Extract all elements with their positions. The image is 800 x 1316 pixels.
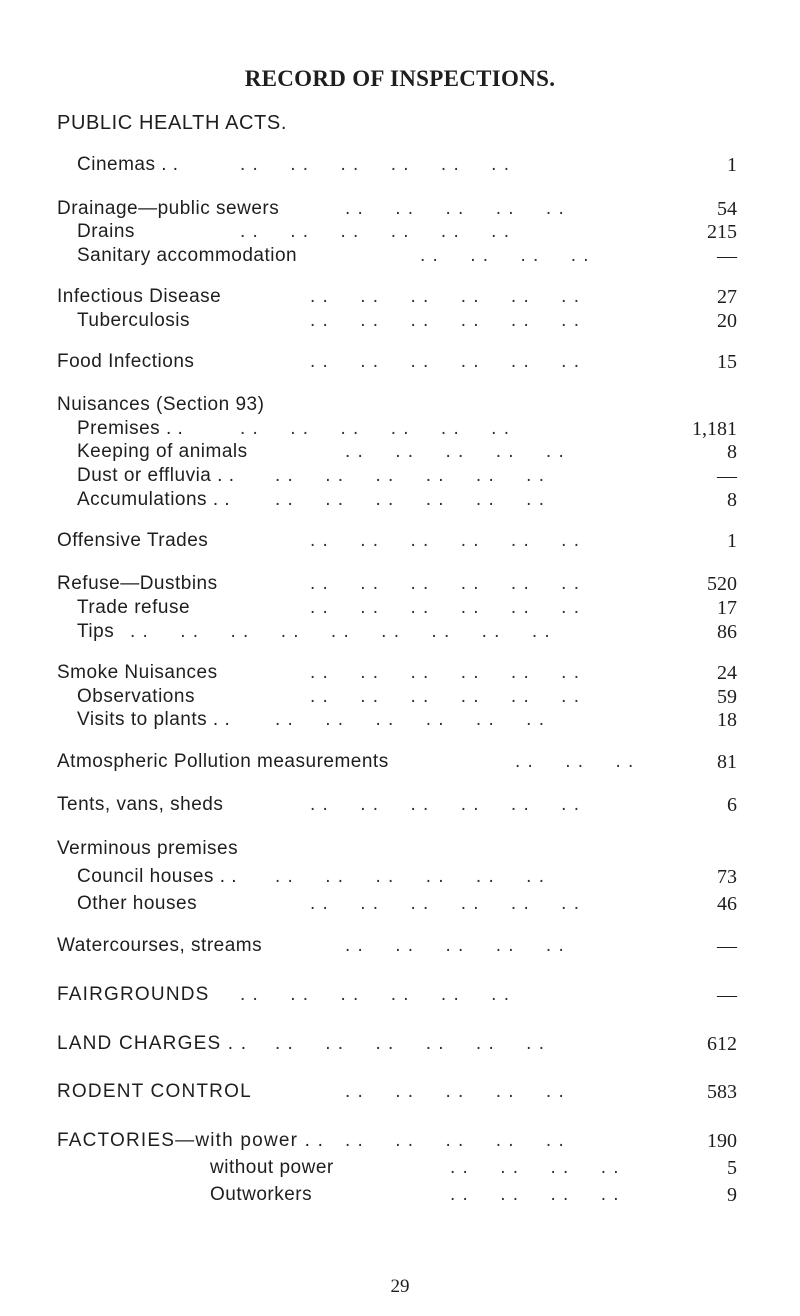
item-label: Drainage—public sewers	[57, 198, 280, 219]
list-item	[0, 891, 800, 917]
list-item	[0, 487, 800, 513]
list-item	[0, 836, 800, 862]
item-count: 520	[707, 573, 737, 595]
item-count: 73	[717, 866, 737, 888]
item-count: 5	[727, 1157, 737, 1179]
leader-dots: . . . . . . . . . .	[345, 1081, 565, 1102]
item-label: Trade refuse	[77, 597, 191, 618]
list-item	[0, 1155, 800, 1181]
page-title: RECORD OF INSPECTIONS.	[244, 66, 556, 91]
item-count: 1	[727, 530, 737, 552]
list-item	[0, 439, 800, 465]
item-label: Nuisances (Section 93)	[57, 394, 265, 415]
list-item	[0, 707, 800, 733]
list-item	[0, 1031, 800, 1057]
item-count: —	[717, 245, 737, 267]
leader-dots: . . . . . . . . . . . .	[310, 286, 580, 307]
item-label: Offensive Trades	[57, 530, 209, 551]
item-label: Outworkers	[210, 1184, 313, 1205]
list-item	[0, 1182, 800, 1208]
list-item	[0, 1079, 800, 1105]
leader-dots: . . . . . . . .	[420, 245, 590, 266]
item-label: Visits to plants . .	[77, 709, 231, 730]
list-item	[0, 284, 800, 310]
list-item	[0, 792, 800, 818]
list-item	[0, 243, 800, 269]
item-count: 583	[707, 1081, 737, 1103]
list-item	[0, 571, 800, 597]
item-count: 190	[707, 1130, 737, 1152]
item-count: 215	[707, 221, 737, 243]
leader-dots: . . . . . . . . . . . .	[275, 709, 545, 730]
leader-dots: . . . . . . . . . . . .	[240, 418, 510, 439]
list-item	[0, 933, 800, 959]
item-count: 612	[707, 1033, 737, 1055]
item-label: Accumulations . .	[77, 489, 231, 510]
list-item	[0, 308, 800, 334]
item-label: Infectious Disease	[57, 286, 222, 307]
item-label: Other houses	[77, 893, 198, 914]
leader-dots: . . . . . . . . . . . .	[310, 662, 580, 683]
list-item	[0, 528, 800, 554]
section-heading: PUBLIC HEALTH ACTS.	[57, 112, 287, 134]
item-label: Atmospheric Pollution measurements	[57, 751, 389, 772]
list-item	[0, 595, 800, 621]
leader-dots: . . . . . . . . . . . .	[310, 893, 580, 914]
item-label: Premises . .	[77, 418, 184, 439]
item-count: 9	[727, 1184, 737, 1206]
leader-dots: . . . . . . . .	[450, 1184, 620, 1205]
item-label: Tuberculosis	[77, 310, 191, 331]
leader-dots: . . . . . . . . . . . .	[275, 465, 545, 486]
item-label: Drains	[77, 221, 135, 242]
page-number: 29	[390, 1276, 410, 1297]
item-label: Sanitary accommodation	[77, 245, 298, 266]
list-item	[0, 749, 800, 775]
leader-dots: . . . . . . . . . . . .	[310, 310, 580, 331]
leader-dots: . . . . . . . . . .	[345, 441, 565, 462]
leader-dots: . . . . . . . . . . . .	[310, 530, 580, 551]
leader-dots: . . . . . . . . . . . .	[310, 351, 580, 372]
leader-dots: . . . . . . . . . .	[345, 935, 565, 956]
item-count: 1	[727, 154, 737, 176]
item-count: 86	[717, 621, 737, 643]
list-item	[0, 619, 800, 645]
item-count: 46	[717, 893, 737, 915]
list-item	[0, 349, 800, 375]
list-item	[0, 864, 800, 890]
leader-dots: . . . . . .	[515, 751, 635, 772]
item-label: Watercourses, streams	[57, 935, 263, 956]
leader-dots: . . . . . . . . . . . .	[310, 686, 580, 707]
list-item	[0, 463, 800, 489]
leader-dots: . . . . . . . . . . . . . . . . . .	[130, 621, 551, 642]
list-item	[0, 392, 800, 418]
item-count: 81	[717, 751, 737, 773]
list-item	[0, 982, 800, 1008]
item-label: Dust or effluvia . .	[77, 465, 235, 486]
leader-dots: . . . . . . . .	[450, 1157, 620, 1178]
leader-dots: . . . . . . . . . . . .	[275, 1033, 545, 1054]
item-label: FAIRGROUNDS	[57, 984, 210, 1005]
item-count: 18	[717, 709, 737, 731]
leader-dots: . . . . . . . . . . . .	[310, 573, 580, 594]
item-count: —	[717, 984, 737, 1006]
leader-dots: . . . . . . . . . . . .	[240, 221, 510, 242]
item-label: Council houses . .	[77, 866, 238, 887]
list-item	[0, 660, 800, 686]
item-count: 8	[727, 441, 737, 463]
item-label: without power	[210, 1157, 334, 1178]
item-count: 8	[727, 489, 737, 511]
item-label: RODENT CONTROL	[57, 1081, 252, 1102]
item-label: Tents, vans, sheds	[57, 794, 224, 815]
item-count: 59	[717, 686, 737, 708]
item-count: 20	[717, 310, 737, 332]
item-count: —	[717, 935, 737, 957]
item-label: LAND CHARGES . .	[57, 1033, 248, 1054]
item-count: 54	[717, 198, 737, 220]
leader-dots: . . . . . . . . . .	[345, 1130, 565, 1151]
list-item	[0, 219, 800, 245]
item-label: Observations	[77, 686, 195, 707]
item-label: Verminous premises	[57, 838, 239, 859]
item-count: 1,181	[692, 418, 737, 440]
leader-dots: . . . . . . . . . .	[345, 198, 565, 219]
item-count: 6	[727, 794, 737, 816]
item-label: Cinemas . .	[77, 154, 179, 175]
leader-dots: . . . . . . . . . . . .	[310, 597, 580, 618]
item-count: 27	[717, 286, 737, 308]
item-label: Food Infections	[57, 351, 195, 372]
leader-dots: . . . . . . . . . . . .	[240, 984, 510, 1005]
leader-dots: . . . . . . . . . . . .	[310, 794, 580, 815]
item-label: Refuse—Dustbins	[57, 573, 218, 594]
item-label: Keeping of animals	[77, 441, 248, 462]
item-label: Smoke Nuisances	[57, 662, 218, 683]
leader-dots: . . . . . . . . . . . .	[275, 489, 545, 510]
item-count: 15	[717, 351, 737, 373]
list-item	[0, 1128, 800, 1154]
item-label: FACTORIES—with power . .	[57, 1130, 325, 1151]
item-label: Tips	[77, 621, 115, 642]
leader-dots: . . . . . . . . . . . .	[240, 154, 510, 175]
item-count: —	[717, 465, 737, 487]
list-item	[0, 152, 800, 178]
leader-dots: . . . . . . . . . . . .	[275, 866, 545, 887]
item-count: 24	[717, 662, 737, 684]
item-count: 17	[717, 597, 737, 619]
